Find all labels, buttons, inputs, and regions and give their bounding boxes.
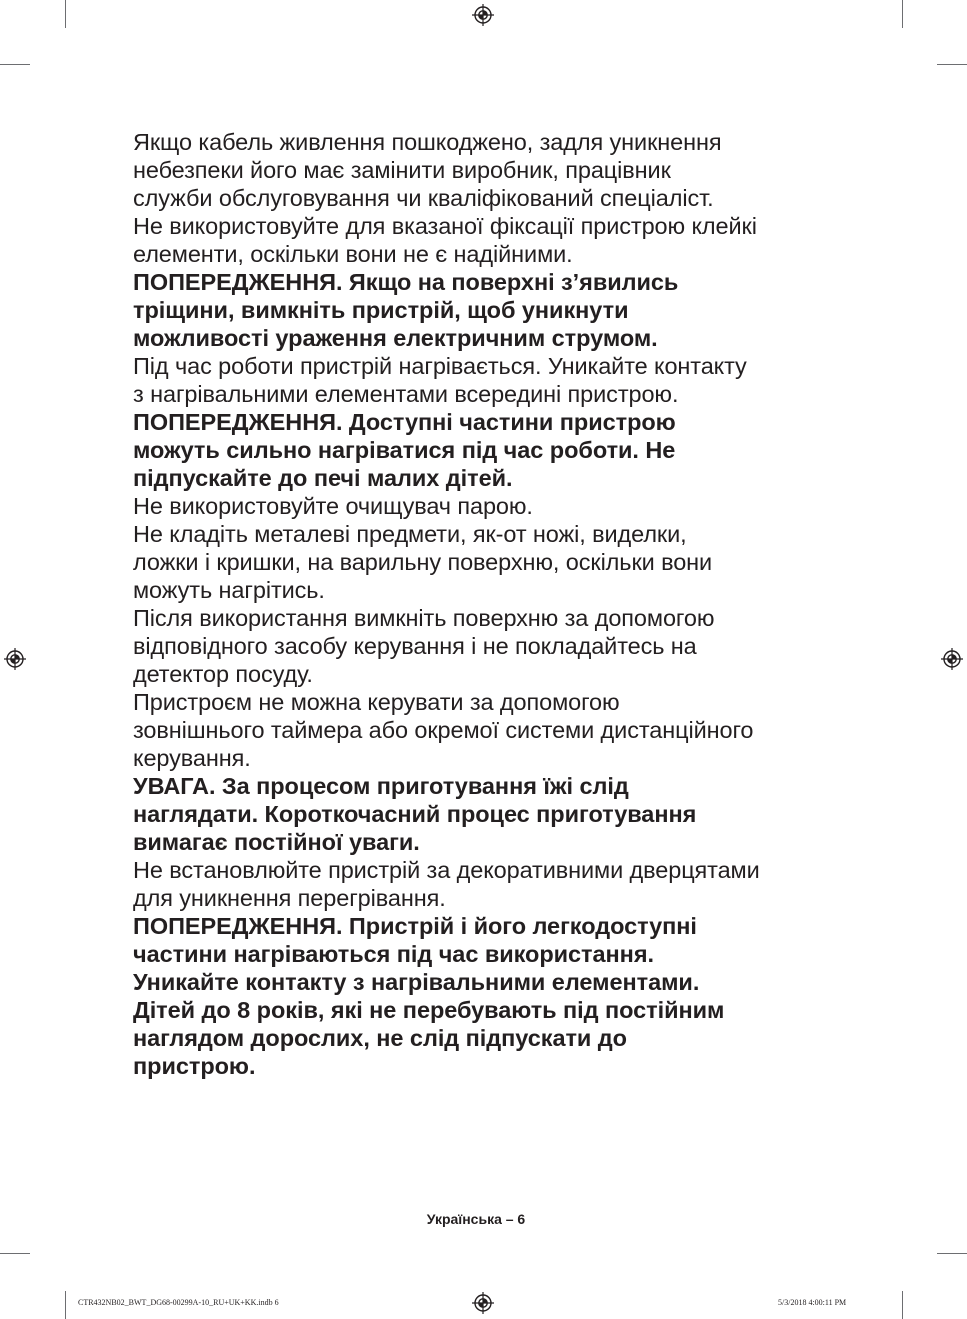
paragraph-metal-objects: Не кладіть металеві предмети, як-от ножі, виделки, ложки і кришки, на варильну поверхню, оскільки вони можуть нагрітись. (133, 521, 713, 603)
paragraph-adhesive-fixing: Не використовуйте для вказаної фіксації пристрою клейкі елементи, оскільки вони не є надійними. (133, 213, 757, 267)
paragraph-switch-off: Після використання вимкніть поверхню за допомогою відповідного засобу керування і не покладайтесь на детектор посуду. (133, 605, 715, 687)
crop-mark-top-left-horizontal (0, 64, 30, 65)
print-slug-datetime: 5/3/2018 4:00:11 PM (778, 1298, 847, 1307)
crop-mark-bottom-left-vertical (65, 1291, 66, 1319)
registration-target-icon (472, 4, 494, 26)
registration-target-icon (4, 648, 26, 670)
paragraph-external-timer: Пристроєм не можна керувати за допомогою зовнішнього таймера або окремої системи дистанційного керування. (133, 689, 754, 771)
crop-mark-top-left-vertical (65, 0, 66, 28)
registration-target-icon (472, 1292, 494, 1314)
warning-cracked-surface: ПОПЕРЕДЖЕННЯ. Якщо на поверхні з’явились тріщини, вимкніть пристрій, щоб уникнути можливості ураження електричним струмом. (133, 269, 679, 351)
crop-mark-bottom-left-horizontal (0, 1253, 30, 1254)
crop-mark-bottom-right-horizontal (937, 1253, 967, 1254)
warning-accessible-parts-hot: ПОПЕРЕДЖЕННЯ. Доступні частини пристрою можуть сильно нагріватися під час роботи. Не підпускайте до печі малих дітей. (133, 409, 676, 491)
print-slug-file: CTR432NB02_BWT_DG68-00299A-10_RU+UK+KK.indb 6 (78, 1298, 279, 1307)
safety-instructions-body (133, 128, 833, 1080)
crop-mark-bottom-right-vertical (902, 1291, 903, 1319)
crop-mark-top-right-horizontal (937, 64, 967, 65)
caution-supervise-cooking: УВАГА. За процесом приготування їжі слід наглядати. Короткочасний процес приготування вимагає постійної уваги. (133, 773, 697, 855)
registration-target-icon (941, 648, 963, 670)
paragraph-steam-cleaner: Не використовуйте очищувач парою. (133, 493, 533, 519)
warning-children-under-8: ПОПЕРЕДЖЕННЯ. Пристрій і його легкодоступні частини нагріваються під час використання. Уникайте контакту з нагрівальними елементами. Дітей до 8 років, які не перебувають під постійним наглядом дорослих, не слід підпускати до пристрою. (133, 913, 725, 1079)
paragraph-heating-during-operation: Під час роботи пристрій нагрівається. Уникайте контакту з нагрівальними елементами всередині пристрою. (133, 353, 747, 407)
paragraph-power-cable: Якщо кабель живлення пошкоджено, задля уникнення небезпеки його має замінити виробник, працівник служби обслуговування чи кваліфікований спеціаліст. (133, 129, 722, 211)
crop-mark-top-right-vertical (902, 0, 903, 28)
paragraph-decorative-door: Не встановлюйте пристрій за декоративними дверцятами для уникнення перегрівання. (133, 857, 760, 911)
page-footer-language-number: Українська – 6 (426, 1211, 526, 1227)
